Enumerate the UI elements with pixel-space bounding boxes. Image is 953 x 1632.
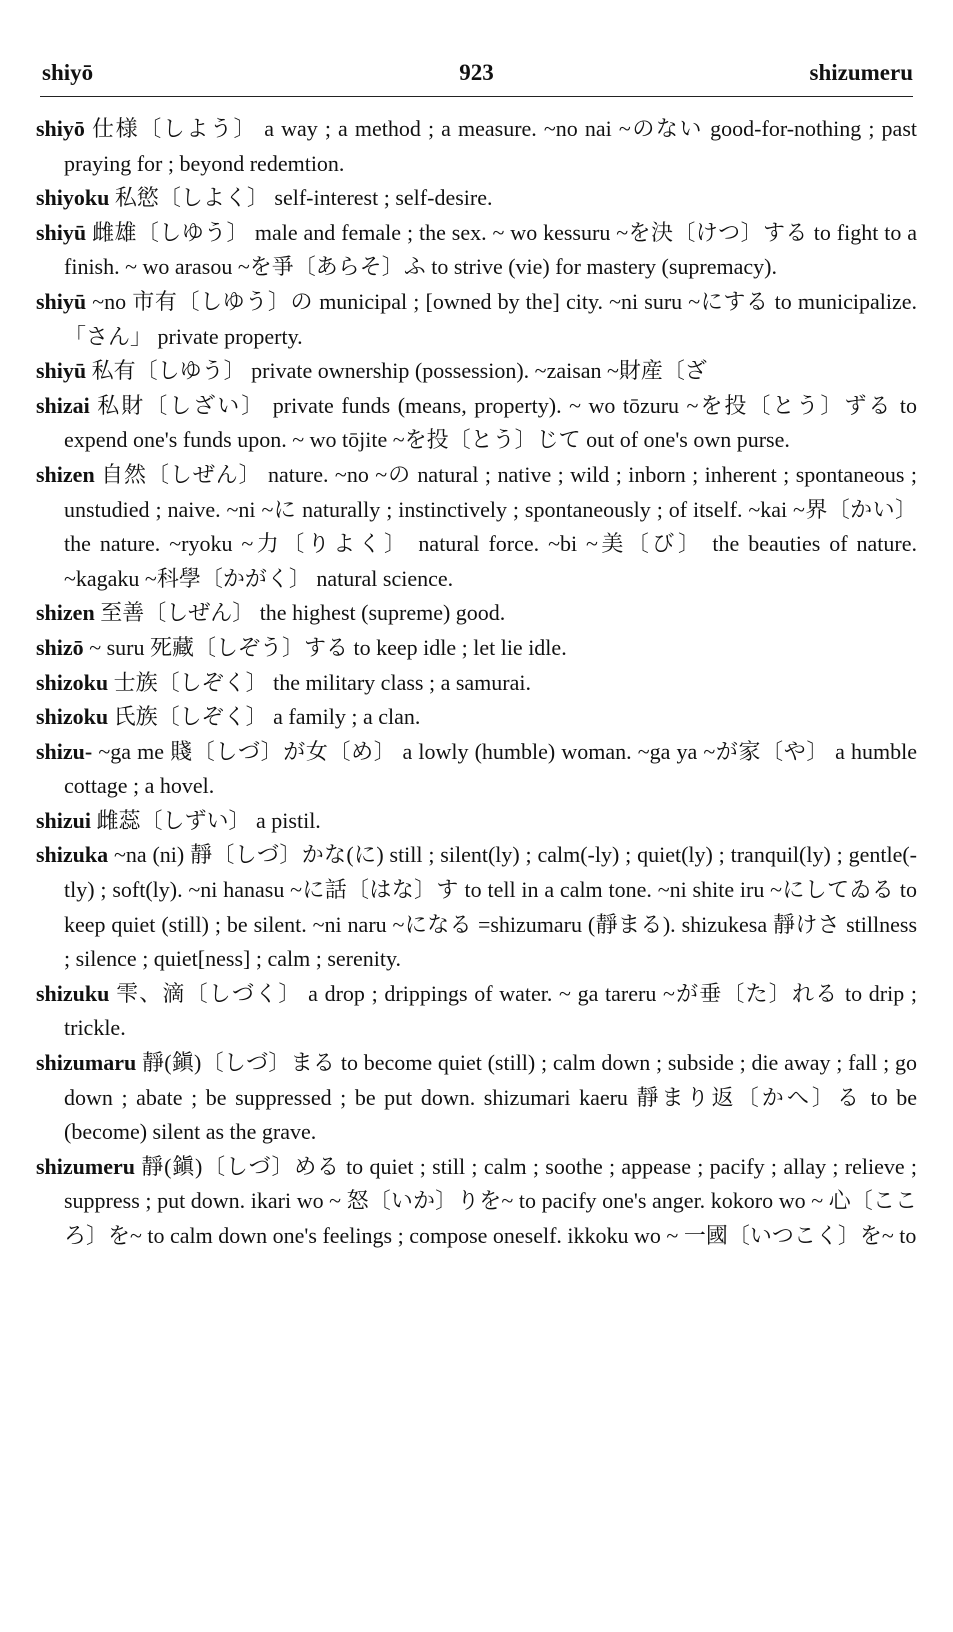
dictionary-entry (36, 354, 917, 389)
dictionary-entry (36, 804, 917, 839)
running-head (40, 60, 913, 97)
entry-definition: ~na (ni) 靜〔しづ〕かな(に) still ; silent(ly) ; calm(-ly) ; quiet(ly) ; tranquil(ly) ; gentle(-tly) ; soft(ly). ~ni hanasu ~に話〔はな〕す to tell in a calm tone. ~ni shite iru ~にしてゐる to keep quiet (still) ; be silent. ~ni naru ~になる =shizumaru (靜まる). shizukesa 靜けさ stillness ; silence ; quiet[ness] ; calm ; serenity. (64, 842, 917, 972)
entry-definition: 靜(鎭)〔しづ〕まる to become quiet (still) ; calm down ; subside ; die away ; fall ; go down ; abate ; be suppressed ; be put down. shizumari kaeru 靜まり返〔かへ〕る to be (become) silent as the grave. (64, 1050, 918, 1145)
dictionary-entry (36, 1046, 917, 1150)
dictionary-entry (36, 112, 917, 181)
entry-definition: 靜(鎭)〔しづ〕める to quiet ; still ; calm ; soothe ; appease ; pacify ; allay ; relieve ; suppress ; put down. ikari wo ~ 怒〔いか〕りを~ to pacify one's anger. kokoro wo ~ 心〔こころ〕を~ to calm down one's feelings ; compose oneself. ikkoku wo ~ 一國〔いつこく〕を~ to (64, 1153, 918, 1248)
entry-definition: 私財〔しざい〕 private funds (means, property). ~ wo tōzuru ~を投〔とう〕ずる to expend one's funds upon. ~ wo tōjite ~を投〔とう〕じて out of one's own purse. (64, 392, 917, 453)
entry-definition: ~ suru 死藏〔しぞう〕する to keep idle ; let lie idle. (89, 634, 567, 660)
dictionary-entry (36, 977, 917, 1046)
entry-definition: 雫、滴〔しづく〕 a drop ; drippings of water. ~ ga tareru ~が垂〔た〕れる to drip ; trickle. (64, 980, 918, 1041)
dictionary-entry (36, 285, 917, 354)
right-guide-word: shizumeru (809, 60, 913, 85)
entry-headword: shizoku (36, 669, 109, 695)
dictionary-entry (36, 700, 917, 735)
entry-headword: shizumeru (36, 1153, 135, 1179)
dictionary-entry (36, 181, 917, 216)
entry-headword: shiyō (36, 116, 85, 141)
entry-headword: shizuka (36, 842, 109, 868)
entry-definition: 雌蕊〔しずい〕 a pistil. (96, 807, 321, 833)
entry-definition: 士族〔しぞく〕 the military class ; a samurai. (113, 669, 531, 695)
dictionary-entry (36, 631, 917, 666)
entry-list (36, 112, 917, 1254)
dictionary-entry (36, 666, 917, 701)
dictionary-entry (36, 735, 917, 804)
entry-definition: 仕様〔しよう〕 a way ; a method ; a measure. ~no nai ~のない good-for-nothing ; past praying for ; beyond redemtion. (64, 116, 918, 176)
entry-headword: shizai (36, 392, 90, 418)
entry-headword: shizen (36, 600, 95, 626)
entry-headword: shiyoku (36, 185, 110, 211)
left-guide-word: shiyō (42, 60, 94, 85)
entry-headword: shiyū (36, 358, 87, 384)
dictionary-entry (36, 389, 917, 458)
dictionary-entry (36, 1150, 917, 1254)
entry-definition: 雌雄〔しゆう〕 male and female ; the sex. ~ wo kessuru ~を決〔けつ〕する to fight to a finish. ~ wo arasou ~を爭〔あらそ〕ふ to strive (vie) for mastery (supremacy). (64, 219, 917, 280)
page-number: 923 (459, 60, 494, 85)
entry-definition: 私慾〔しよく〕 self-interest ; self-desire. (114, 185, 493, 211)
entry-headword: shizoku (36, 704, 109, 730)
entry-headword: shiyū (36, 288, 87, 314)
entry-headword: shizui (36, 807, 92, 833)
dictionary-entry (36, 596, 917, 631)
dictionary-entry (36, 838, 917, 976)
entry-headword: shizuku (36, 980, 110, 1006)
entry-headword: shizen (36, 461, 95, 487)
entry-definition: ~ga me 賤〔しづ〕が女〔め〕 a lowly (humble) woman. ~ga ya ~が家〔や〕 a humble cottage ; a hovel. (64, 738, 918, 799)
dictionary-entry (36, 216, 917, 285)
entry-headword: shizu- (36, 738, 93, 764)
entry-definition: 自然〔しぜん〕 nature. ~no ~の natural ; native ; wild ; inborn ; inherent ; spontaneous ; unstudied ; naive. ~ni ~に naturally ; instinctively ; spontaneously ; of itself. ~kai ~界〔かい〕 the nature. ~ryoku ~力〔りよく〕 natural force. ~bi ~美〔び〕 the beauties of nature. ~kagaku ~科學〔かがく〕 natural science. (64, 461, 918, 591)
entry-definition: 至善〔しぜん〕 the highest (supreme) good. (100, 600, 506, 626)
entry-headword: shizō (36, 634, 84, 660)
dictionary-entry (36, 458, 917, 596)
entry-definition: 私有〔しゆう〕 private ownership (possession). ~zaisan ~財産〔ざ (91, 358, 707, 384)
entry-definition: 氏族〔しぞく〕 a family ; a clan. (113, 704, 421, 730)
entry-definition: ~no 市有〔しゆう〕の municipal ; [owned by the] city. ~ni suru ~にする to municipalize. 「さん」 private property. (64, 288, 917, 349)
entry-headword: shiyū (36, 219, 87, 245)
entry-headword: shizumaru (36, 1050, 137, 1076)
